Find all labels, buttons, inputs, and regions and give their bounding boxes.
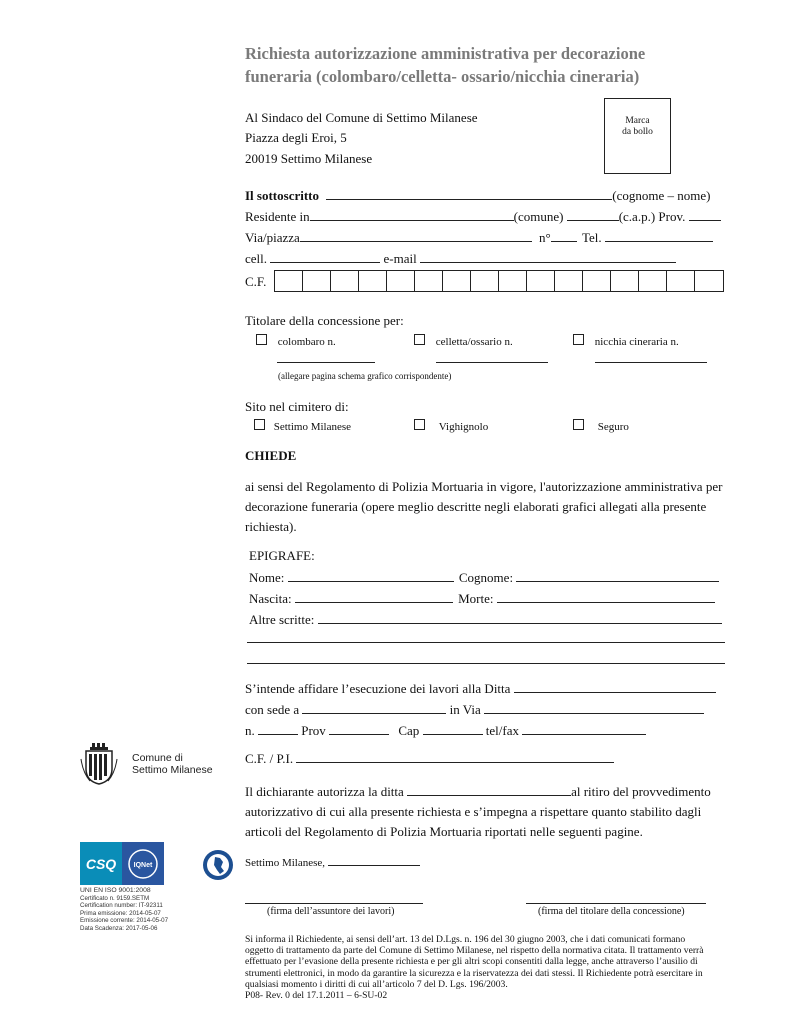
chiede-text: ai sensi del Regolamento di Polizia Mortuaria in vigore, l'autorizzazione amministrativa per decorazione funeraria (opere meglio descritte negli elaborati grafici allegati alla presente richiesta). (245, 479, 723, 534)
vighignolo-label: Vighignolo (438, 421, 489, 433)
cimitero-heading: Sito nel cimitero di: (245, 399, 349, 414)
chiede-heading: CHIEDE (245, 448, 297, 463)
tel-label: Tel. (582, 230, 602, 245)
logo-line-1: Comune di (132, 752, 183, 764)
certification-text (80, 887, 200, 933)
residente-field[interactable] (310, 208, 514, 221)
via-label: Via/piazza (245, 230, 300, 245)
nome-row (249, 569, 719, 586)
autorizza-part2: al ritiro del provvedimento (571, 784, 711, 799)
municipality-logo-text (132, 752, 213, 776)
cap-field[interactable] (567, 208, 619, 221)
morte-label: Morte: (458, 591, 494, 606)
cognome-field[interactable] (516, 569, 719, 582)
address-line-2: Piazza degli Eroi, 5 (245, 130, 347, 145)
cell-label: cell. (245, 251, 268, 266)
seguro-checkbox[interactable] (573, 419, 584, 430)
ditta-label: S’intende affidare l’esecuzione dei lavori alla Ditta (245, 681, 511, 696)
numero-label: n° (539, 230, 551, 245)
cap-label: (c.a.p.) Prov. (618, 209, 686, 224)
altre-label: Altre scritte: (249, 612, 315, 627)
ditta-prov-label: Prov (301, 723, 326, 738)
cfpi-row (245, 750, 614, 767)
numero-field[interactable] (551, 229, 577, 242)
epigrafe-heading: EPIGRAFE: (249, 548, 315, 563)
residente-row (245, 208, 721, 225)
ditta-n-row (245, 722, 646, 739)
sottoscritto-label: Il sottoscritto (245, 188, 320, 203)
sottoscritto-field[interactable] (326, 187, 612, 200)
settimo-label: Settimo Milanese (273, 421, 352, 433)
nicchia-number-field[interactable] (595, 362, 707, 363)
morte-field[interactable] (497, 590, 715, 603)
stamp-box-line-1: Marca (625, 116, 650, 126)
stamp-box-line-2: da bollo (622, 127, 653, 137)
privacy-note (245, 934, 715, 1001)
accredia-logo-icon (202, 843, 234, 887)
autorizza-line-3: articoli del Regolamento di Polizia Mortuaria riportati nelle seguenti pagine. (245, 824, 643, 839)
concessione-heading: Titolare della concessione per: (245, 313, 404, 328)
celletta-checkbox[interactable] (414, 334, 425, 345)
ditta-via-field[interactable] (484, 701, 704, 714)
stamp-box (604, 98, 671, 174)
nicchia-label: nicchia cineraria n. (594, 336, 679, 348)
sottoscritto-row (245, 187, 710, 204)
ditta-row (245, 680, 716, 697)
nascita-field[interactable] (295, 590, 453, 603)
autorizza-part1: Il dichiarante autorizza la ditta (245, 784, 404, 799)
cert-line: Emissione corrente: 2014-05-07 (80, 917, 169, 925)
ditta-n-label: n. (245, 723, 255, 738)
logo-line-2: Settimo Milanese (132, 764, 213, 776)
cognome-nome-label: (cognome – nome) (612, 188, 711, 203)
colombaro-number-field[interactable] (277, 362, 375, 363)
email-field[interactable] (420, 250, 676, 263)
signature-assuntore-label: (firma dell’assuntore dei lavori) (267, 906, 395, 917)
place-row (245, 853, 420, 869)
autorizza-row (245, 783, 711, 800)
ditta-n-field[interactable] (258, 722, 298, 735)
ditta-cap-field[interactable] (423, 722, 483, 735)
sede-label: con sede a (245, 702, 300, 717)
date-field[interactable] (328, 853, 420, 866)
municipality-crest-icon (80, 743, 118, 785)
altre-field-1[interactable] (318, 611, 722, 624)
vighignolo-checkbox[interactable] (414, 419, 425, 430)
place-label: Settimo Milanese, (245, 857, 326, 869)
cert-line: Certification number: IT-92311 (80, 902, 163, 910)
nicchia-checkbox[interactable] (573, 334, 584, 345)
nascita-row (249, 590, 715, 607)
signature-assuntore-line[interactable] (245, 903, 423, 904)
prov-field[interactable] (689, 208, 721, 221)
form-title: Richiesta autorizzazione amministrativa per decorazione funeraria (colombaro/celletta- ossario/nicchia cineraria) (245, 44, 646, 86)
altre-row (249, 611, 722, 628)
certification-logos (80, 842, 164, 885)
ditta-via-label: in Via (449, 702, 481, 717)
sede-row (245, 701, 704, 718)
seguro-label: Seguro (597, 421, 629, 433)
cell-row (245, 250, 676, 267)
cell-field[interactable] (270, 250, 380, 263)
schema-note: (allegare pagina schema grafico corrispondente) (278, 371, 452, 381)
altre-field-2[interactable] (247, 642, 725, 643)
cert-line: Data Scadenza: 2017-05-06 (80, 924, 158, 932)
option-celletta[interactable] (414, 334, 513, 348)
cert-line: Certificato n. 9159.SETM (80, 894, 150, 902)
colombaro-checkbox[interactable] (256, 334, 267, 345)
colombaro-label: colombaro n. (277, 336, 336, 348)
autorizza-line-2: autorizzativo di cui alla presente richiesta e s’impegna a rispettare quanto stabilito dagli (245, 804, 702, 819)
residente-label: Residente in (245, 209, 310, 224)
signature-titolare-label: (firma del titolare della concessione) (538, 906, 685, 917)
via-row (245, 229, 713, 246)
ditta-prov-field[interactable] (329, 722, 389, 735)
settimo-checkbox[interactable] (254, 419, 265, 430)
email-label: e-mail (383, 251, 417, 266)
autorizza-ditta-field[interactable] (407, 783, 571, 796)
document-code: P08- Rev. 0 del 17.1.2011 – 6-SU-02 (245, 990, 388, 1002)
csq-logo: CSQ (80, 842, 122, 885)
sede-field[interactable] (302, 701, 446, 714)
option-settimo[interactable] (254, 419, 351, 433)
ditta-tel-field[interactable] (522, 722, 646, 735)
cognome-label: Cognome: (458, 570, 514, 585)
option-seguro[interactable] (573, 419, 629, 433)
nome-field[interactable] (288, 569, 454, 582)
cfpi-label: C.F. / P.I. (245, 751, 294, 766)
ditta-cap-label: Cap (398, 723, 420, 738)
option-colombaro[interactable] (256, 334, 336, 348)
cert-line: UNI EN ISO 9001:2008 (80, 887, 151, 894)
altre-field-3[interactable] (247, 663, 725, 664)
via-field[interactable] (300, 229, 532, 242)
nascita-label: Nascita: (249, 591, 292, 606)
cf-grid[interactable] (274, 270, 724, 292)
celletta-number-field[interactable] (436, 362, 548, 363)
celletta-label: celletta/ossario n. (435, 336, 513, 348)
ditta-tel-label: tel/fax (485, 723, 519, 738)
iqnet-label: IQNet (133, 861, 153, 869)
cfpi-field[interactable] (296, 750, 614, 763)
signature-titolare-line[interactable] (526, 903, 706, 904)
nome-label: Nome: (249, 570, 285, 585)
cert-line: Prima emissione: 2014-05-07 (80, 909, 161, 917)
tel-field[interactable] (605, 229, 713, 242)
address-line-1: Al Sindaco del Comune di Settimo Milanese (245, 110, 478, 125)
address-line-3: 20019 Settimo Milanese (245, 151, 373, 166)
option-vighignolo[interactable] (414, 419, 488, 433)
ditta-field[interactable] (514, 680, 716, 693)
option-nicchia[interactable] (573, 334, 679, 348)
iqnet-logo (122, 842, 164, 885)
cf-label: C.F. (245, 274, 267, 289)
comune-label: (comune) (513, 209, 564, 224)
privacy-text: Si informa il Richiedente, ai sensi dell’art. 13 del D.Lgs. n. 196 del 30 giugno 2003, che i dati comunicati formano oggetto di trattamento da parte del Comune di Settimo Milanese, nel rispetto della normativa citata. Il trattamento verrà effettuato per l’evasione della presente richiesta e per gli altri scopi consentiti dalla legge, anche attraverso l’ausilio di strumenti elettronici, in modo da garantire la sicurezza e la riservatezza dei dati stessi. Il Richiedente potrà esercitare in qualsiasi momento i diritti di cui all’articolo 7 del D. Lgs. 196/2003. (245, 934, 704, 990)
